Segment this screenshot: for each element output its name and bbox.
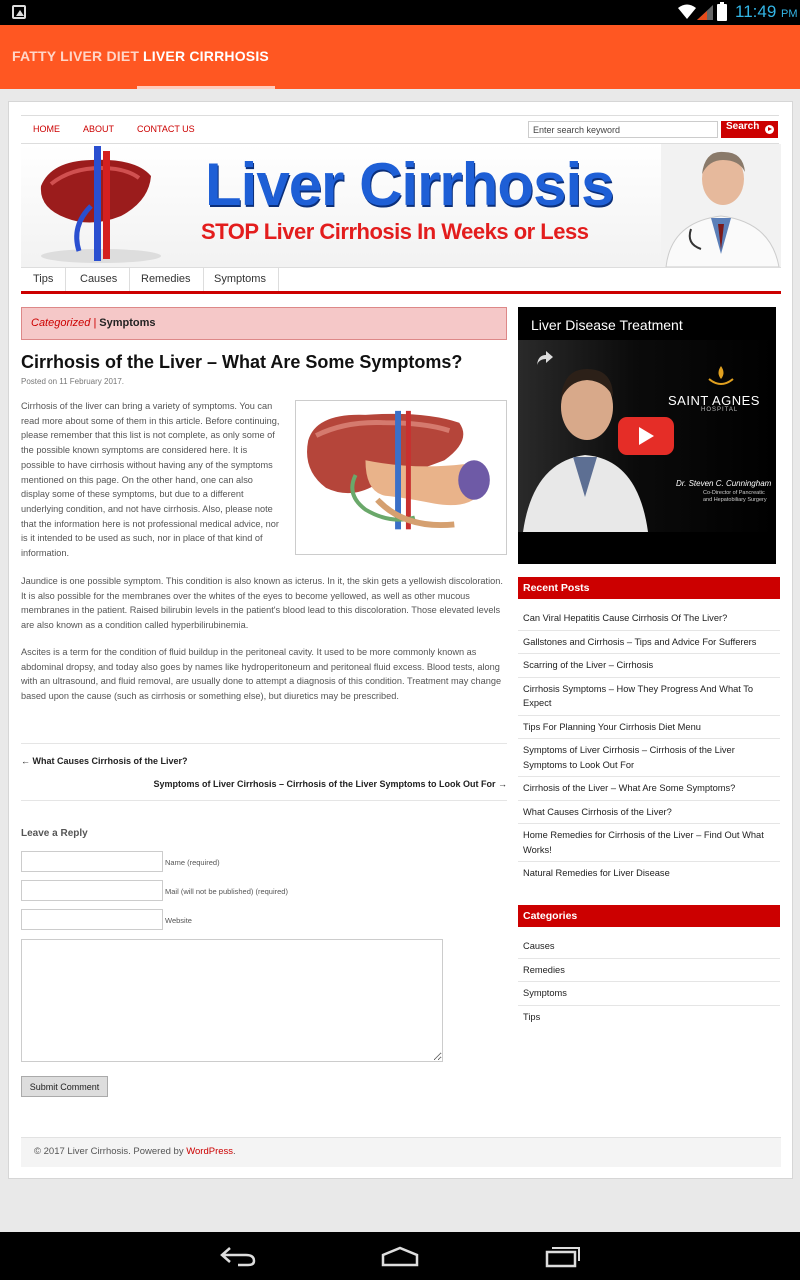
categories-list [518,935,780,1028]
category-item[interactable]: Tips [523,1011,541,1022]
search-button[interactable] [721,121,778,138]
category-box [21,307,507,340]
mail-field-label: Mail (will not be published) (required) [165,887,288,896]
play-icon[interactable] [618,417,674,455]
catnav-symptoms[interactable]: Symptoms [202,268,279,291]
category-item[interactable]: Symptoms [518,982,780,1006]
leave-reply-heading: Leave a Reply [21,828,88,839]
category-item[interactable]: Causes [518,935,780,959]
clock: 11:49 PM [735,2,798,21]
status-bar [0,0,800,25]
liver-illustration [31,146,171,264]
recent-post-item[interactable]: Natural Remedies for Liver Disease [523,868,670,878]
comment-textarea[interactable] [21,939,443,1062]
catnav-causes[interactable]: Causes [68,268,130,291]
recent-apps-icon[interactable] [543,1244,581,1268]
recent-post-item[interactable]: Can Viral Hepatitis Cause Cirrhosis Of The Liver? [518,607,780,631]
category-name: Symptoms [99,317,156,329]
catnav-remedies[interactable]: Remedies [129,268,204,291]
category-navigation [21,267,781,294]
app-tab-bar [0,25,800,89]
recent-post-item[interactable]: Home Remedies for Cirrhosis of the Liver – Find Out What Works! [518,824,780,862]
banner-subtitle: STOP Liver Cirrhosis In Weeks or Less [201,219,589,244]
nav-about-link[interactable]: ABOUT [83,124,115,134]
wifi-icon [678,4,696,20]
back-icon[interactable] [218,1245,258,1267]
post-paragraph-2: Jaundice is one possible symptom. This condition is also known as icterus. In it, the skin gets a yellowish discoloration. It is also possible for the membranes over the whites of the eyes to become yellowed, as well as other mucous membranes in the patient. Raised bilirubin levels in the patient's blood lead to this discoloration. Those elevated levels are also known as a condition called hyperbilirubinemia. [21,576,503,631]
site-footer [21,1137,781,1167]
top-navigation [21,115,779,144]
doctor-photo [661,144,781,267]
post-nav-divider [21,743,507,744]
recent-post-item[interactable]: What Causes Cirrhosis of the Liver? [518,801,780,825]
name-field[interactable] [21,851,163,872]
doctor-role-line-2: and Hepatobiliary Surgery [703,497,767,503]
wordpress-link[interactable]: WordPress [186,1146,234,1157]
catnav-tips[interactable]: Tips [21,268,66,291]
search-input[interactable] [528,121,718,138]
video-brand-sub: HOSPITAL [701,407,739,413]
post-paragraph-1: Cirrhosis of the liver can bring a variety of symptoms. You can read more about some of them in this article. Before continuing, please remember that this list is not complete, as only some of the possible known symptoms are considered here. It is possible to have cirrhosis without having any of the symptoms mentioned on this page. On the other hand, one can also display some of these symptoms, but due to a different underlying condition, and not have cirrhosis. Also, please note that the information here is not professional medical advice, nor is it intended to be used as such, nor in place of that kind of information. [21,401,280,559]
video-brand: SAINT AGNES [668,393,760,408]
recent-post-item[interactable]: Cirrhosis of the Liver – What Are Some Symptoms? [518,777,780,801]
post-date: Posted on 11 February 2017. [21,377,125,386]
web-page [8,101,793,1179]
banner-title: Liver Cirrhosis [205,151,614,218]
search-button-label: Search [726,121,760,132]
video-title[interactable]: Liver Disease Treatment [531,317,683,333]
site-banner [21,144,781,267]
recent-post-item[interactable]: Cirrhosis Symptoms – How They Progress And What To Expect [518,678,780,716]
tab-liver-cirrhosis[interactable]: LIVER CIRRHOSIS [137,25,275,89]
nav-contact-link[interactable]: CONTACT US [137,124,195,134]
previous-post-link[interactable]: ← What Causes Cirrhosis of the Liver? [21,756,188,766]
recent-posts-heading: Recent Posts [518,577,780,599]
post-title[interactable]: Cirrhosis of the Liver – What Are Some Symptoms? [21,352,463,372]
image-notification-icon [12,5,26,19]
recent-post-item[interactable]: Scarring of the Liver – Cirrhosis [518,654,780,678]
nav-home-link[interactable]: HOME [33,124,60,134]
recent-post-item[interactable]: Symptoms of Liver Cirrhosis – Cirrhosis of the Liver Symptoms to Look Out For [518,739,780,777]
footer-text: © 2017 Liver Cirrhosis. Powered by [34,1146,187,1157]
category-prefix: Categorized | [31,317,97,329]
recent-posts-list [518,607,780,885]
video-doctor-name: Dr. Steven C. Cunningham [676,479,772,488]
website-field-label: Website [165,916,192,925]
doctor-role-line-1: Co-Director of Pancreatic [703,490,765,496]
video-player[interactable] [518,307,776,564]
signal-icon [697,5,713,20]
saint-agnes-logo [706,365,736,391]
categories-heading: Categories [518,905,780,927]
name-field-label: Name (required) [165,858,220,867]
post-nav-divider-bottom [21,800,507,801]
system-navigation-bar [0,1232,800,1280]
arrow-circle-icon [765,125,774,134]
recent-post-item[interactable]: Tips For Planning Your Cirrhosis Diet Menu [518,716,780,740]
home-icon[interactable] [380,1245,420,1267]
share-icon[interactable] [536,350,554,366]
video-doctor-role [703,490,767,504]
post-paragraph-3: Ascites is a term for the condition of fluid buildup in the peritoneal cavity. It used to be more commonly known as abdominal dropsy, and today also goes by names like hydroperitoneum and peritoneal fluid excess. Blood tests, along with an ultrasound, and fluid removal, are usually done to attempt a diagnosis of this condition. Treatment may change based upon the cause (such as cirrhosis or something else), but diuretics may be prescribed. [21,647,502,702]
submit-comment-button[interactable]: Submit Comment [21,1076,108,1097]
footer-end: . [233,1146,236,1157]
category-item[interactable]: Remedies [518,959,780,983]
liver-anatomy-image[interactable] [295,400,507,555]
mail-field[interactable] [21,880,163,901]
tab-fatty-liver-diet[interactable]: FATTY LIVER DIET [12,48,140,64]
battery-icon [717,4,727,21]
website-field[interactable] [21,909,163,930]
next-post-link[interactable]: Symptoms of Liver Cirrhosis – Cirrhosis of the Liver Symptoms to Look Out For → [153,779,507,789]
recent-post-item[interactable]: Gallstones and Cirrhosis – Tips and Advice For Sufferers [518,631,780,655]
